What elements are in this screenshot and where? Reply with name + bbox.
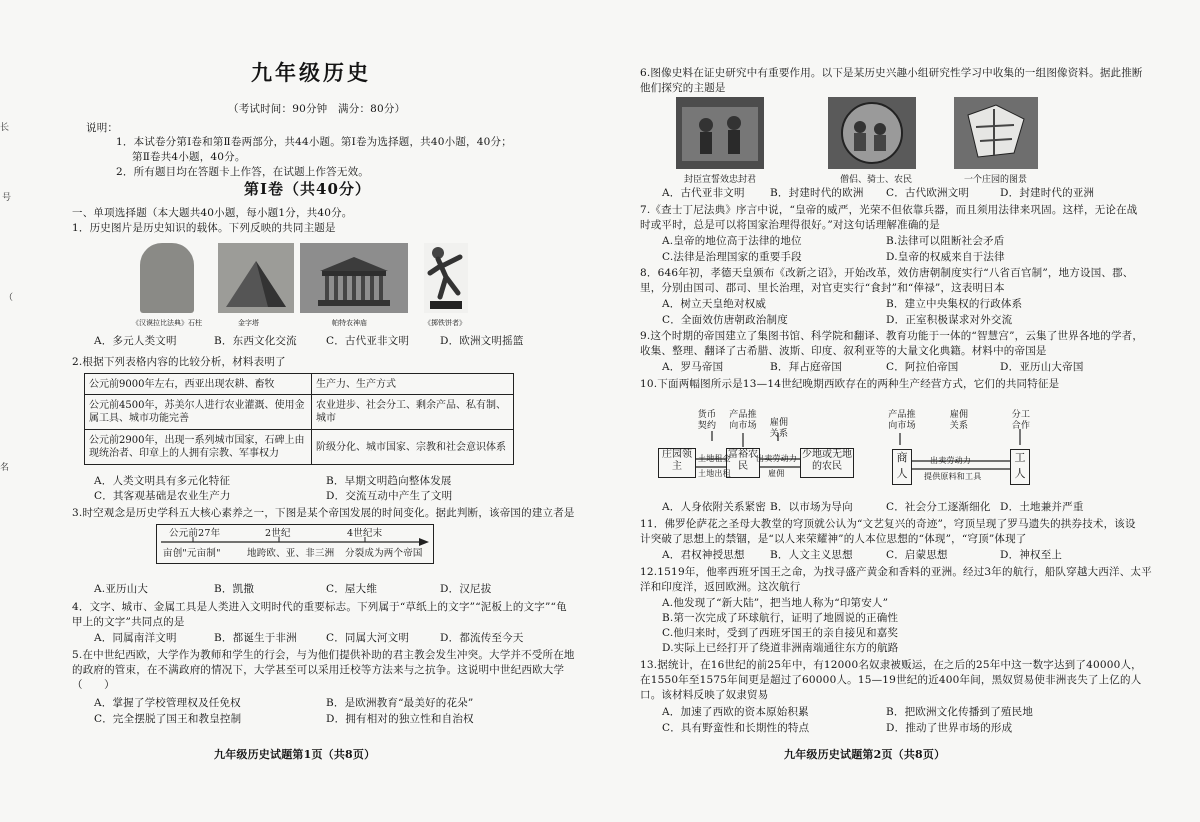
table-cell: 公元前2900年，出现一系列城市国家，石碑上由现统治者、印章上的人拥有宗教、军事权力: [85, 430, 312, 465]
q4-stem-b: 甲上的文字”共同点的是: [72, 616, 185, 628]
q8-option-c: C．全面效仿唐朝政治制度: [662, 314, 788, 326]
q1-stem: 1．历史图片是历史知识的载体。下列反映的共同主题是: [72, 222, 336, 234]
arrow-label: 土地租金: [698, 454, 731, 463]
diagram-box: 商人: [892, 449, 912, 485]
q10-option-d: D．土地兼并严重: [1000, 501, 1084, 513]
table-cell: 生产力、生产方式: [312, 374, 514, 395]
q12-option-d: D.实际上已经打开了绕道非洲南端通往东方的航路: [662, 642, 899, 654]
q7-option-c: C.法律是治理国家的重要手段: [662, 251, 802, 263]
q3-option-c: C．屋大维: [326, 583, 378, 595]
q8-stem-a: 8．646年初，孝德天皇颁布《改新之诏》，开始改革，效仿唐朝制度实行“八省百官制”，地方设国、郡、: [640, 267, 1134, 279]
diagram-label: 雇佣关系: [769, 418, 789, 439]
discus-thrower-icon: [424, 243, 468, 313]
q4-option-b: B．都诞生于非洲: [214, 632, 297, 644]
diagram-label: 产品推向市场: [888, 410, 916, 431]
vassal-oath-icon: [676, 97, 764, 169]
timeline-label: 公元前27年: [169, 528, 221, 539]
q1-caption-2: 金字塔: [238, 319, 259, 327]
diagram-label: 分工合作: [1011, 410, 1031, 431]
q10-option-c: C．社会分工逐渐细化: [886, 501, 991, 513]
q13-option-a: A．加速了西欧的资本原始积累: [662, 706, 809, 718]
parthenon-icon: [300, 243, 408, 313]
q4-option-d: D．都流传至今天: [440, 632, 524, 644]
margin-scrap: 长: [0, 123, 10, 133]
table-cell: 公元前4500年，苏美尔人进行农业灌溉、使用金属工具、城市功能完善: [85, 395, 312, 430]
diagram-box: 富裕农民: [726, 448, 760, 478]
q2-table: [84, 373, 514, 465]
q9-option-b: B．拜占庭帝国: [770, 361, 843, 373]
q1-caption-1: 《汉谟拉比法典》石柱: [132, 319, 202, 327]
q11-stem-b: 计突破了思想上的禁锢，是“以人来荣耀神”的人本位思想的“体现”，“穹顶”体现了: [640, 533, 1027, 545]
q11-option-a: A．君权神授思想: [662, 549, 745, 561]
q13-stem-c: 口。该材料反映了奴隶贸易: [640, 689, 769, 701]
q5-stem-a: 5.在中世纪西欧，大学作为教师和学生的行会，与为他们提供补助的君主教会发生冲突。大学并不受所在地: [72, 649, 575, 661]
q5-answer-blank: （ ）: [72, 679, 115, 691]
page-2: [640, 0, 1152, 822]
q6-image-manor: [954, 97, 1038, 169]
q12-option-a: A.他发现了“新大陆”，把当地人称为“印第安人”: [662, 597, 889, 609]
notes-label: 说明：: [86, 122, 119, 134]
page-footer: 九年级历史试题第2页（共8页）: [784, 748, 946, 761]
q6-stem-b: 他们探究的主题是: [640, 82, 726, 94]
q10-stem: 10.下面两幅图所示是13—14世纪晚期西欧存在的两种生产经营方式，它们的共同特征是: [640, 378, 1060, 390]
timeline-event: 亩创"元亩制": [163, 548, 221, 559]
table-row: [85, 430, 514, 465]
table-row: [85, 395, 514, 430]
exam-info: （考试时间：90分钟 满分：80分）: [228, 103, 406, 115]
q9-option-d: D．亚历山大帝国: [1000, 361, 1084, 373]
q9-option-a: A．罗马帝国: [662, 361, 724, 373]
q11-option-b: B．人文主义思想: [770, 549, 853, 561]
q6-option-b: B．封建时代的欧洲: [770, 187, 864, 199]
q11-option-d: D．神权至上: [1000, 549, 1063, 561]
q1-option-b: B．东西文化交流: [214, 335, 297, 347]
q12-option-b: B.第一次完成了环球航行，证明了地圆说的正确性: [662, 612, 899, 624]
q13-stem-a: 13.据统计，在16世纪的前25年中，有12000名奴隶被贩运，在之后的25年中这一数字达到了40000人，: [640, 659, 1142, 671]
q2-option-b: B．早期文明趋向整体发展: [326, 475, 452, 487]
q1-caption-3: 帕特农神庙: [332, 319, 367, 327]
margin-scrap: 号: [2, 193, 12, 203]
q6-stem-a: 6.图像史料在证史研究中有重要作用。以下是某历史兴趣小组研究性学习中收集的一组图像资料。据此推断: [640, 67, 1143, 79]
q12-stem-b: 洋和印度洋，返回欧洲。这次航行: [640, 581, 801, 593]
q7-stem-a: 7.《查士丁尼法典》序言中说，“皇帝的威严，光荣不但依靠兵器，而且须用法律来巩固。这样，无论在战: [640, 204, 1138, 216]
table-row: [85, 374, 514, 395]
q8-option-a: A．树立天皇绝对权威: [662, 298, 767, 310]
q1-image-stele: [140, 243, 194, 313]
q5-option-c: C．完全摆脱了国王和教皇控制: [94, 713, 242, 725]
q1-image-pyramid: [218, 243, 294, 313]
arrow-label: 出卖劳动力: [756, 454, 797, 463]
timeline-event: 地跨欧、亚、非三洲: [247, 548, 335, 559]
diagram-label: 货币契约: [697, 410, 717, 431]
margin-scrap: （: [4, 293, 14, 303]
q10-option-a: A．人身依附关系紧密: [662, 501, 767, 513]
q6-caption-3: 一个庄园的图景: [964, 175, 1028, 185]
diagram-label: 雇佣关系: [949, 410, 969, 431]
q1-image-discobolus: [424, 243, 468, 313]
table-cell: 公元前9000年左右，西亚出现农耕、畜牧: [85, 374, 312, 395]
q6-option-a: A．古代亚非文明: [662, 187, 745, 199]
section-title: 第Ⅰ卷（共40分）: [244, 180, 371, 198]
q5-stem-b: 的政府的管束，在不满政府的情况下，大学甚至可以采用迁校等方法来与之抗争。这说明中世纪西欧大学: [72, 664, 565, 676]
q7-option-b: B.法律可以阻断社会矛盾: [886, 235, 1005, 247]
q5-option-d: D．拥有相对的独立性和自治权: [326, 713, 474, 725]
q6-option-d: D．封建时代的亚洲: [1000, 187, 1095, 199]
q13-option-d: D．推动了世界市场的形成: [886, 722, 1013, 734]
q9-stem-a: 9.这个时期的帝国建立了集图书馆、科学院和翻译、教育功能于一体的“智慧宫”，云集了世界各地的学者，: [640, 330, 1144, 342]
q3-option-a: A.亚历山大: [94, 583, 149, 595]
q2-option-d: D．交流互动中产生了文明: [326, 490, 453, 502]
q1-image-parthenon: [300, 243, 408, 313]
diagram-label: 产品推向市场: [729, 410, 757, 431]
q6-image-homage: [676, 97, 764, 169]
note-1b: 第Ⅱ卷共4小题，40分。: [132, 151, 246, 163]
q13-stem-b: 在1550年至1575年间更是超过了60000人。15—19世纪的近400年间，黑奴贸易使非洲丧失了上亿的人: [640, 674, 1142, 686]
q13-option-b: B．把欧洲文化传播到了殖民地: [886, 706, 1034, 718]
q12-stem-a: 12.1519年，他率西班牙国王之命，为找寻盛产黄金和香料的亚洲。经过3年的航行，船队穿越大西洋、太平: [640, 566, 1152, 578]
arrow-label: 雇佣: [768, 469, 785, 478]
q6-caption-1: 封臣宣誓效忠封君: [684, 175, 757, 185]
q12-option-c: C.他归来时，受到了西班牙国王的亲自接见和嘉奖: [662, 627, 899, 639]
q4-option-c: C．同属大河文明: [326, 632, 410, 644]
q13-option-c: C．具有野蛮性和长期性的特点: [662, 722, 810, 734]
timeline-event: 分裂成为两个帝国: [345, 548, 423, 559]
arrow-label: 出卖劳动力: [930, 456, 971, 465]
q2-stem: 2.根据下列表格内容的比较分析，材料表明了: [72, 356, 286, 368]
q11-option-c: C．启蒙思想: [886, 549, 948, 561]
q3-option-b: B．凯撒: [214, 583, 255, 595]
page-footer: 九年级历史试题第1页（共8页）: [214, 748, 376, 761]
note-2: 2．所有题目均在答题卡上作答，在试题上作答无效。: [116, 166, 369, 178]
q6-option-c: C．古代欧洲文明: [886, 187, 970, 199]
q9-option-c: C．阿拉伯帝国: [886, 361, 959, 373]
exam-title: 九年级历史: [251, 60, 371, 85]
timeline-label: 4世纪末: [347, 528, 383, 539]
arrow-label: 土地出租: [698, 469, 731, 478]
q4-option-a: A．同属南洋文明: [94, 632, 177, 644]
q1-caption-4: 《掷铁饼者》: [424, 319, 466, 327]
q8-option-d: D．正室积极谋求对外交流: [886, 314, 1013, 326]
margin-scrap: 名: [0, 463, 10, 473]
q6-image-estates: [828, 97, 916, 169]
q7-option-a: A.皇帝的地位高于法律的地位: [662, 235, 802, 247]
q3-stem: 3.时空观念是历史学科五大核心素养之一，下图是某个帝国发展的时间变化。据此判断，该帝国的建立者是: [72, 507, 575, 519]
q3-timeline: [156, 524, 434, 564]
q8-stem-b: 里，分别由国司、郡司、里长治理，对官吏实行“食封”和“俸禄”，这表明日本: [640, 282, 1005, 294]
q3-option-d: D．汉尼拔: [440, 583, 492, 595]
page-1: [68, 0, 588, 822]
q9-stem-b: 收集、整理、翻译了古希腊、波斯、印度、叙利亚等的大量文化典籍。材料中的帝国是: [640, 345, 1047, 357]
note-1a: 1．本试卷分第Ⅰ卷和第Ⅱ卷两部分，共44小题。第Ⅰ卷为选择题，共40小题，40分；: [116, 136, 512, 148]
part-heading: 一、单项选择题（本大题共40小题，每小题1分，共40分。: [72, 207, 353, 219]
q5-option-b: B．是欧洲教育“最美好的花朵”: [326, 697, 474, 709]
q7-option-d: D.皇帝的权威来自于法律: [886, 251, 1005, 263]
q5-option-a: A．掌握了学校管理权及任免权: [94, 697, 241, 709]
q1-option-a: A．多元人类文明: [94, 335, 177, 347]
three-estates-icon: [828, 97, 916, 169]
q1-option-d: D．欧洲文明摇篮: [440, 335, 524, 347]
q2-option-a: A．人类文明具有多元化特征: [94, 475, 231, 487]
pyramid-icon: [218, 243, 294, 313]
arrow-label: 提供原料和工具: [924, 472, 982, 481]
q1-option-c: C．古代亚非文明: [326, 335, 410, 347]
table-cell: 阶级分化、城市国家、宗教和社会意识体系: [312, 430, 514, 465]
diagram-box: 少地或无地的农民: [800, 448, 854, 478]
q8-option-b: B．建立中央集权的行政体系: [886, 298, 1023, 310]
timeline-label: 2世纪: [265, 528, 291, 539]
diagram-box: 工人: [1010, 449, 1030, 485]
q2-option-c: C．其客观基础是农业生产力: [94, 490, 231, 502]
q4-stem-a: 4．文字、城市、金属工具是人类进入文明时代的重要标志。下列属于“草纸上的文字”“泥板上的文字”“龟: [72, 601, 567, 613]
table-cell: 农业进步、社会分工、剩余产品、私有制、城市: [312, 395, 514, 430]
diagram-box: 庄园领主: [658, 448, 696, 478]
q7-stem-b: 时或平时，总是可以将国家治理得很好。”对这句话理解准确的是: [640, 219, 940, 231]
q10-option-b: B．以市场为导向: [770, 501, 853, 513]
q11-stem-a: 11．佛罗伦萨花之圣母大教堂的穹顶就公认为“文艺复兴的奇迹”，穹顶呈现了罗马遗失的拱券技术，该设: [640, 518, 1136, 530]
q6-caption-2: 僧侣、骑士、农民: [840, 175, 913, 185]
manor-map-icon: [954, 97, 1038, 169]
